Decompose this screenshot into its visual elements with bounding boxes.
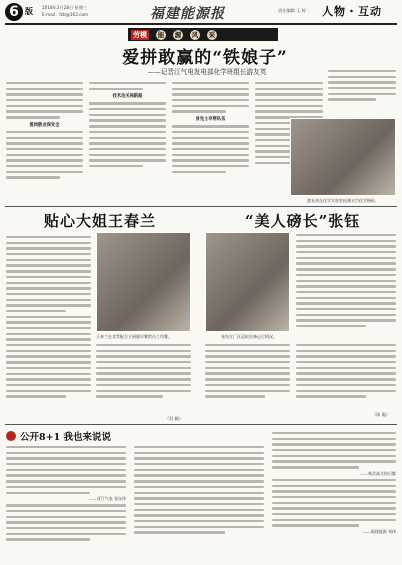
column-text-3: [272, 432, 396, 558]
feature-title: 爱拼敢赢的“铁娘子”: [122, 48, 288, 68]
banner-char: 源: [174, 30, 182, 39]
profile2-text-col3: [296, 344, 396, 414]
banner-char: 能: [157, 30, 165, 39]
feature-column-1: [6, 82, 83, 197]
page-label: 版: [25, 6, 33, 16]
profile2-text-col2: [205, 344, 290, 418]
column-title: 公开8+1 我也来说说: [20, 431, 111, 443]
column-text-2: [134, 446, 264, 558]
profile2-photo: [205, 232, 290, 332]
section-divider: [5, 424, 397, 425]
feature-photo: [290, 118, 396, 196]
profile2-text-col1: [296, 234, 396, 344]
banner-char: 采: [208, 30, 216, 39]
column-byline: ——林武高支持后勤: [360, 470, 396, 476]
profile1-photo: [96, 232, 191, 332]
page-number: 6: [5, 3, 23, 21]
profile1-photo-caption: 王春兰在食堂配合主厨做早餐给员工用餐。: [96, 334, 172, 339]
profile2-photo-caption: 张钰在厂区巡检设备运行情况。: [221, 334, 277, 339]
editor-line: 责任编辑 王 婷: [278, 8, 306, 13]
email-line: E-mail：fzb@163.com: [42, 12, 89, 17]
feature-banner: [128, 28, 278, 41]
subhead: 技术攻关闯新路: [112, 94, 143, 100]
feature-column-2: [89, 82, 166, 197]
paper-title: 福建能源报: [150, 6, 225, 22]
profile1-byline: （苏 颖）: [165, 416, 184, 421]
section-divider: [5, 206, 397, 207]
date-line: 2018年3月28日 星期三: [42, 5, 88, 10]
column-byline: ——晋江气电 张钰伟: [88, 496, 126, 502]
feature-column-5: [328, 70, 396, 120]
section-title: 人物・互动: [322, 5, 382, 18]
column-text-1: [6, 446, 126, 558]
profile1-title: 贴心大姐王春兰: [44, 212, 157, 230]
profile1-text-col1: [6, 236, 91, 418]
banner-label: 劳模: [133, 29, 147, 39]
column-byline: ——福建能源 刘伟: [362, 529, 396, 534]
banner-char: 风: [191, 30, 199, 39]
profile2-title: “美人磅长”张钰: [245, 212, 361, 230]
masthead-rule: [5, 23, 397, 25]
feature-subtitle: ——记晋江气电发电部化学班组长游友英: [147, 68, 267, 76]
profile1-text-col2: [96, 344, 191, 418]
subhead: 爱岗敬业保安全: [29, 122, 60, 128]
column-icon: [6, 431, 16, 441]
subhead: 身先士卒带队伍: [195, 117, 226, 123]
masthead: [0, 0, 402, 26]
feature-column-3: [172, 82, 249, 197]
column-header: [6, 429, 156, 442]
profile2-byline: （陈 聪）: [372, 412, 391, 417]
feature-photo-caption: 游友英在化学实验室检测水汽化学指标。: [307, 198, 379, 203]
